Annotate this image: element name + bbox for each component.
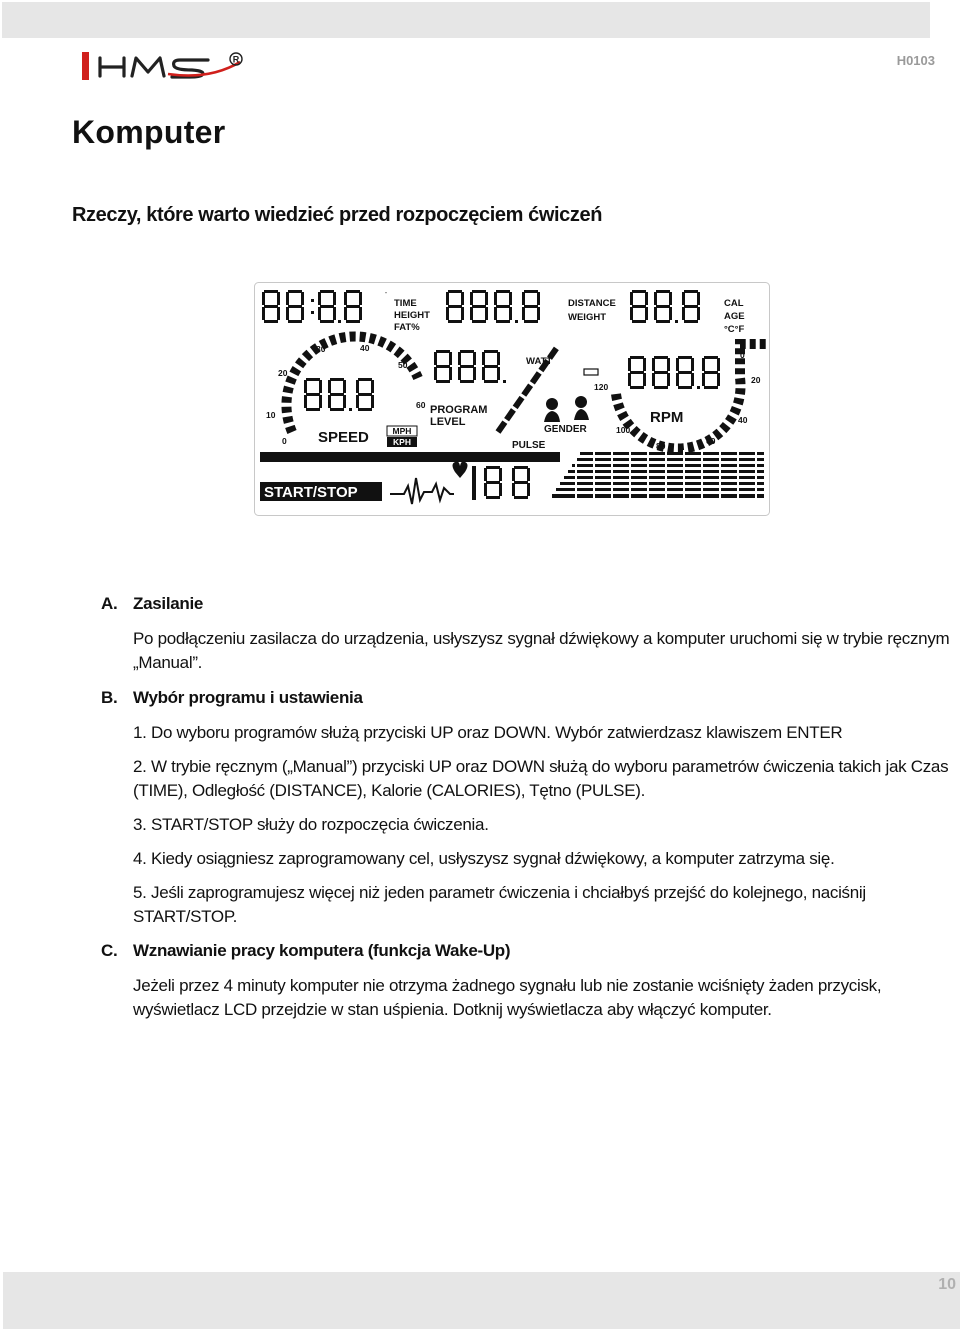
level-label: LEVEL [430, 416, 466, 428]
speed-tick: 60 [416, 400, 426, 410]
header-band [2, 2, 930, 38]
fat-label: FAT% [394, 322, 420, 333]
instructions [101, 592, 951, 1032]
step-1: 1. Do wyboru programów służą przyciski UP oraz DOWN. Wybór zatwierdzasz klawiszem ENTER [133, 723, 843, 742]
level-bar [260, 452, 560, 462]
step-4: 4. Kiedy osiągniesz zaprogramowany cel, usłyszysz sygnał dźwiękowy, a komputer zatrzyma się. [133, 849, 835, 868]
watt-label: WATT [526, 356, 553, 367]
rpm-tick: 80 [656, 441, 666, 451]
speed-tick: 40 [360, 343, 370, 353]
svg-text:R: R [232, 54, 240, 65]
distance-label: DISTANCE [568, 298, 616, 309]
page-number: 10 [938, 1276, 956, 1293]
weight-label: WEIGHT [568, 312, 606, 323]
cal-label: CAL [724, 298, 744, 309]
step-5: 5. Jeśli zaprogramujesz więcej niż jeden parametr ćwiczenia i chciałbyś przejść do kolejnego, naciśnij START/STOP. [133, 883, 866, 926]
mph-label: MPH [392, 426, 412, 436]
temperature-label: °C°F [724, 324, 745, 335]
rpm-tick: 40 [738, 415, 748, 425]
rpm-tick: 20 [751, 375, 761, 385]
time-label: TIME [394, 298, 417, 309]
gender-label: GENDER [544, 424, 587, 435]
height-label: HEIGHT [394, 310, 430, 321]
hms-logo [80, 50, 250, 82]
rpm-label: RPM [650, 409, 684, 426]
section-a-heading: A. Zasilanie [101, 594, 204, 613]
step-3: 3. START/STOP służy do rozpoczęcia ćwiczenia. [133, 815, 489, 834]
speed-tick: 50 [398, 360, 408, 370]
speed-tick: 10 [266, 410, 276, 420]
section-a-paragraph: Po podłączeniu zasilacza do urządzenia, usłyszysz sygnał dźwiękowy a komputer uruchomi się w trybie ręcznym „Manual”. [133, 629, 950, 672]
section-c-paragraph: Jeżeli przez 4 minuty komputer nie otrzyma żadnego sygnału lub nie zostanie wciśnięty żaden przycisk, wyświetlacz LCD przejdzie w stan uśpienia. Dotknij wyświetlacza aby włączyć komputer. [133, 976, 882, 1019]
start-stop-label: START/STOP [264, 484, 358, 501]
speed-tick: 20 [278, 368, 288, 378]
kph-label: KPH [393, 437, 411, 447]
rpm-tick: 0 [740, 350, 745, 360]
footer-band [3, 1272, 960, 1329]
document-code: H0103 [896, 53, 935, 68]
svg-text:": " [385, 292, 387, 298]
rpm-tick: 60 [706, 436, 716, 446]
speed-tick: 0 [282, 436, 287, 446]
rpm-tick: 120 [594, 382, 609, 392]
lcd-display-diagram [254, 282, 770, 516]
speed-tick: 30 [316, 344, 326, 354]
section-b-heading: B. Wybór programu i ustawienia [101, 688, 363, 707]
page-title: Komputer [72, 114, 226, 150]
rpm-tick: 100 [616, 425, 631, 435]
step-2: 2. W trybie ręcznym („Manual”) przyciski UP oraz DOWN służą do wyboru parametrów ćwiczenia takich jak Czas (TIME), Odległość (DISTANCE), Kalorie (CALORIES), Tętno (PULSE). [133, 757, 949, 800]
page-subtitle: Rzeczy, które warto wiedzieć przed rozpoczęciem ćwiczeń [72, 204, 603, 226]
age-label: AGE [724, 311, 745, 322]
section-c-heading: C. Wznawianie pracy komputera (funkcja Wake-Up) [101, 941, 511, 960]
pulse-label: PULSE [512, 440, 546, 451]
program-label: PROGRAM [430, 404, 488, 416]
speed-label: SPEED [318, 429, 369, 446]
